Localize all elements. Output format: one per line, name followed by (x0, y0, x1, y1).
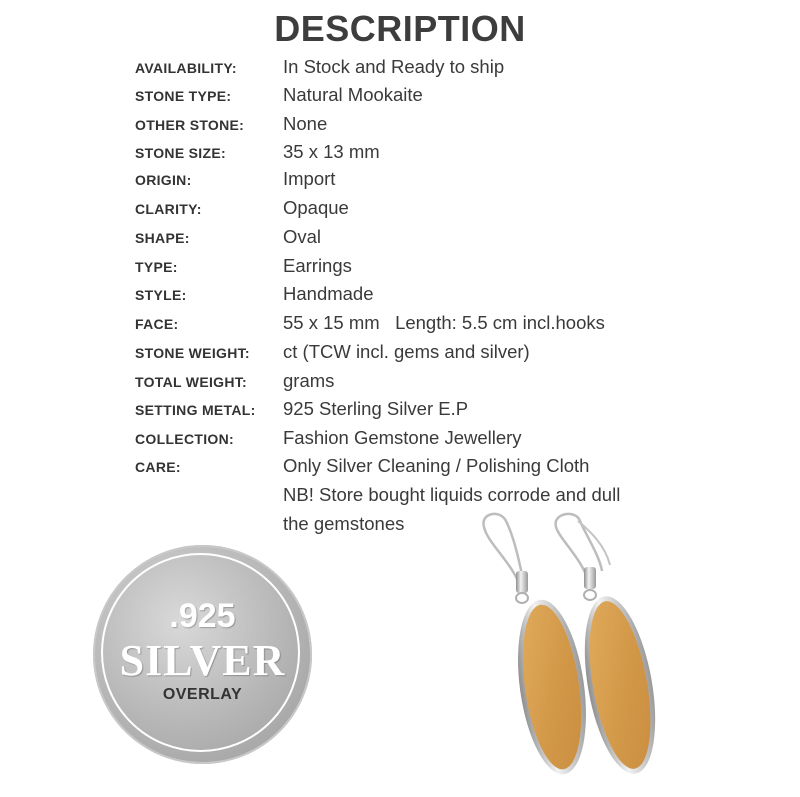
spec-label: ORIGIN: (135, 172, 192, 188)
left-jump-ring (516, 593, 528, 603)
spec-value: Fashion Gemstone Jewellery (283, 427, 522, 448)
spec-row-availability (0, 56, 800, 80)
spec-value: Only Silver Cleaning / Polishing Cloth (283, 455, 590, 476)
left-coil (516, 571, 528, 593)
care-note-line-1: NB! Store bought liquids corrode and dull (283, 484, 621, 505)
spec-value: None (283, 113, 328, 134)
spec-value: 35 x 13 mm (283, 141, 380, 162)
care-note-row (0, 484, 800, 508)
spec-label: COLLECTION: (135, 431, 234, 447)
care-note-line-2: the gemstones (283, 513, 405, 534)
spec-value: grams (283, 370, 335, 391)
badge-purity: .925 (169, 597, 236, 635)
spec-value: 55 x 15 mm Length: 5.5 cm incl.hooks (283, 312, 605, 333)
spec-label: OTHER STONE: (135, 117, 245, 133)
spec-label: FACE: (135, 316, 179, 332)
spec-label: SETTING METAL: (135, 402, 256, 418)
spec-row-other-stone (0, 113, 800, 137)
spec-row-stone-type (0, 84, 800, 108)
spec-row-stone-size (0, 141, 800, 165)
spec-row-clarity (0, 197, 800, 221)
left-earring (483, 514, 595, 779)
spec-value: ct (TCW incl. gems and silver) (283, 341, 530, 362)
care-note-row (0, 513, 800, 537)
spec-label: AVAILABILITY: (135, 60, 237, 76)
spec-label: SHAPE: (135, 230, 190, 246)
spec-label: STYLE: (135, 287, 187, 303)
spec-value: Opaque (283, 197, 349, 218)
spec-value: In Stock and Ready to ship (283, 56, 505, 77)
spec-label: CLARITY: (135, 201, 202, 217)
spec-value: Import (283, 168, 336, 189)
spec-row-setting-metal (0, 398, 800, 422)
spec-row-care (0, 455, 800, 479)
spec-value: Oval (283, 226, 322, 247)
spec-label: STONE TYPE: (135, 88, 232, 104)
spec-value: Handmade (283, 283, 374, 304)
page-title: DESCRIPTION (274, 8, 526, 49)
spec-row-type (0, 255, 800, 279)
spec-value: Earrings (283, 255, 352, 276)
spec-row-origin (0, 168, 800, 192)
spec-label: STONE SIZE: (135, 145, 226, 161)
spec-row-stone-weight (0, 341, 800, 365)
spec-label: STONE WEIGHT: (135, 345, 250, 361)
spec-row-shape (0, 226, 800, 250)
badge-finish: OVERLAY (162, 686, 243, 703)
right-coil (584, 567, 596, 589)
spec-value: Natural Mookaite (283, 84, 423, 105)
spec-row-total-weight (0, 370, 800, 394)
spec-label: TOTAL WEIGHT: (135, 374, 248, 390)
spec-label: CARE: (135, 459, 181, 475)
spec-label: TYPE: (135, 259, 178, 275)
spec-row-collection (0, 427, 800, 451)
silver-overlay-badge (93, 545, 312, 764)
earrings-image (460, 505, 680, 795)
badge-metal: SILVER (119, 636, 286, 685)
spec-value: 925 Sterling Silver E.P (283, 398, 469, 419)
spec-row-style (0, 283, 800, 307)
spec-row-face (0, 312, 800, 336)
right-jump-ring (584, 590, 596, 600)
